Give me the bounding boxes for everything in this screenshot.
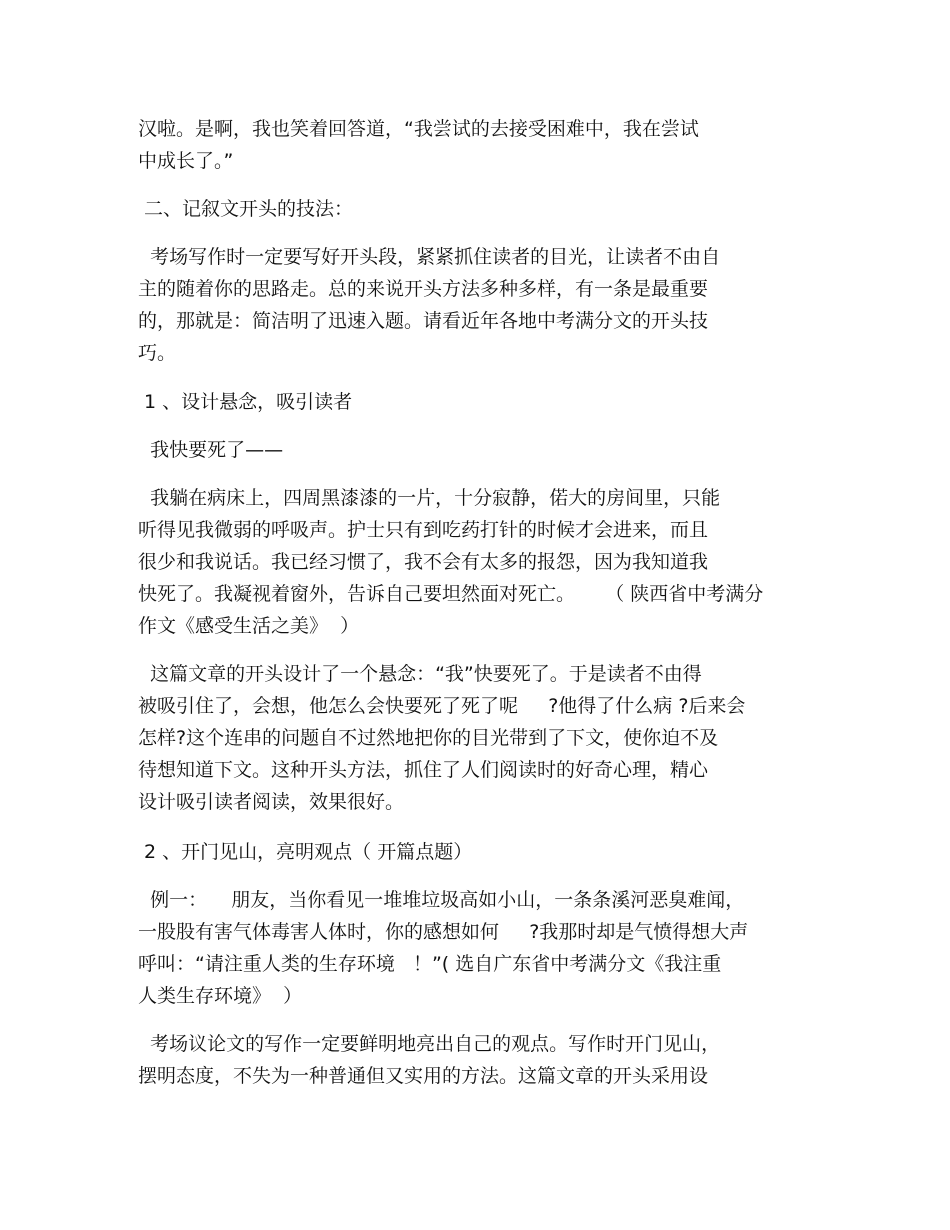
text-line: 一股股有害气体毒害人体时，你的感想如何 ?我那时却是气愤得想大声 bbox=[138, 921, 749, 943]
text-line: 汉啦。是啊，我也笑着回答道，“我尝试的去接受困难中，我在尝试 bbox=[138, 118, 699, 140]
text-line: 快死了。我凝视着窗外，告诉自己要坦然面对死亡。 （ 陕西省中考满分 bbox=[138, 583, 764, 605]
text-line: 我躺在病床上，四周黑漆漆的一片，十分寂静，偌大的房间里，只能 bbox=[138, 487, 721, 509]
text-line: 的，那就是：简洁明了迅速入题。请看近年各地中考满分文的开头技 bbox=[138, 310, 709, 332]
text-line: 听得见我微弱的呼吸声。护士只有到吃药打针的时候才会进来，而且 bbox=[138, 519, 709, 541]
text-line: 例一： 朋友，当你看见一堆堆垃圾高如小山，一条条溪河恶臭难闻， bbox=[138, 889, 745, 911]
text-line: 摆明态度，不失为一种普通但又实用的方法。这篇文章的开头采用设 bbox=[138, 1065, 709, 1087]
text-line: 待想知道下文。这种开头方法，抓住了人们阅读时的好奇心理，精心 bbox=[138, 759, 709, 781]
text-line: 人类生存环境》 ） bbox=[138, 985, 303, 1007]
text-line: 这篇文章的开头设计了一个悬念：“我”快要死了。于是读者不由得 bbox=[138, 663, 702, 685]
text-line: 作文《感受生活之美》 ） bbox=[138, 615, 360, 637]
subsection-heading: 1 、设计悬念，吸引读者 bbox=[138, 391, 353, 413]
text-line: 巧。 bbox=[138, 342, 177, 364]
text-line: 很少和我说话。我已经习惯了，我不会有太多的报怨，因为我知道我 bbox=[138, 551, 709, 573]
text-line: 主的随着你的思路走。总的来说开头方法多种多样，有一条是最重要 bbox=[138, 278, 709, 300]
text-line: 我快要死了—— bbox=[138, 439, 284, 461]
text-line: 被吸引住了，会想，他怎么会快要死了死了呢 ?他得了什么病 ?后来会 bbox=[138, 695, 746, 717]
text-line: 设计吸引读者阅读，效果很好。 bbox=[138, 791, 405, 813]
section-heading: 二、记叙文开头的技法： bbox=[138, 198, 354, 220]
text-line: 考场写作时一定要写好开头段，紧紧抓住读者的目光，让读者不由自 bbox=[138, 246, 721, 268]
text-line: 考场议论文的写作一定要鲜明地亮出自己的观点。写作时开门见山， bbox=[138, 1033, 721, 1055]
text-line: 中成长了。” bbox=[138, 150, 234, 172]
text-line: 怎样?这个连串的问题自不过然地把你的目光带到了下文，使你迫不及 bbox=[138, 727, 719, 749]
subsection-heading: 2 、开门见山，亮明观点（ 开篇点题） bbox=[138, 841, 473, 863]
text-line: 呼叫：“请注重人类的生存环境 ！”( 选自广东省中考满分文《我注重 bbox=[138, 953, 722, 975]
